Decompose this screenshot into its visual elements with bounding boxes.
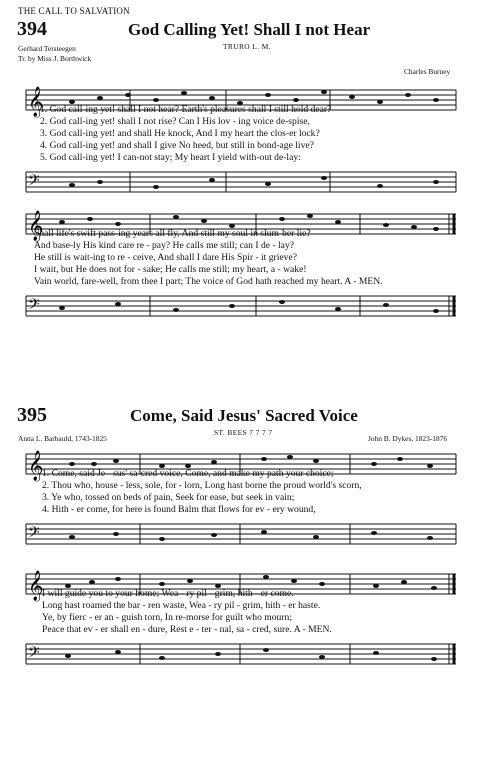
composer-credit: John B. Dykes, 1823-1876 (368, 434, 448, 443)
verse-line: 3. God call-ing yet! and shall He knock, And I my heart the clos-er lock? (40, 128, 320, 139)
verse-line: 4. God call-ing yet! and shall I give No heed, but still in bond-age live? (40, 140, 314, 151)
verse-line: 2. God call-ing yet! shall I not rise? Can I His lov - ing voice de-spise, (40, 116, 310, 127)
verse-line: I will guide you to your home; Wea - ry pil - grim, hith - er come. (42, 588, 294, 599)
verse-line: 4. Hith - er come, for here is found Balm that flows for ev - ery wound, (42, 504, 316, 515)
svg-text:𝄢: 𝄢 (28, 296, 40, 317)
tune-name: TRURO L. M. (223, 42, 271, 51)
verse-line: 3. Ye who, tossed on beds of pain, Seek for ease, but seek in vain; (42, 492, 295, 503)
svg-text:𝄞: 𝄞 (28, 211, 44, 241)
verse-line: Long hast roamed the bar - ren waste, Wea - ry pil - grim, hith - er haste. (42, 600, 321, 611)
bass-staff (0, 166, 480, 206)
verse-line: He still is wait-ing to re - ceive, And shall I dare His Spir - it grieve? (34, 252, 297, 263)
verse-line: I wait, but He does not for - sake; He calls me still; my heart, a - wake! (34, 264, 307, 275)
verse-line: And base-ly His kind care re - pay? He calls me still; can I de - lay? (34, 240, 294, 251)
verse-line: Peace that ev - er shall en - dure, Rest e - ter - nal, sa - cred, sure. A - MEN. (42, 624, 332, 635)
bass-staff (0, 518, 480, 558)
verse-line: 5. God call-ing yet! I can-not stay; My heart I yield with-out de-lay: (40, 152, 301, 163)
bass-staff (0, 290, 480, 330)
svg-text:𝄞: 𝄞 (28, 571, 44, 601)
svg-text:𝄢: 𝄢 (28, 644, 40, 665)
author-credit: Anna L. Barbauld, 1743-1825 (18, 434, 107, 443)
composer-credit: Charles Burney (404, 67, 451, 76)
verse-line: 1. God call-ing yet! shall I not hear? Earth's pleasures shall I still hold dear? (40, 104, 332, 115)
hymn-number: 394 (17, 18, 47, 40)
hymn-number: 395 (17, 404, 47, 426)
verse-line: 2. Thou who, house - less, sole, for - lorn, Long hast borne the proud world's scorn, (42, 480, 362, 491)
verse-line: Vain world, fare-well, from thee I part; The voice of God hath reached my heart. A - MEN. (34, 276, 383, 287)
verse-line: 1. Come, said Je - sus' sa-cred voice, Come, and make my path your choice; (42, 468, 334, 479)
svg-text:𝄞: 𝄞 (28, 451, 44, 481)
translator-credit: Tr. by Miss J. Borthwick (18, 54, 92, 63)
svg-text:𝄞: 𝄞 (28, 87, 44, 117)
hymn-title: God Calling Yet! Shall I not Hear (128, 20, 371, 39)
svg-text:𝄢: 𝄢 (28, 172, 40, 193)
section-heading: THE CALL TO SALVATION (18, 6, 130, 16)
verse-line: Shall life's swift pass-ing years all fly, And still my soul in slum-ber lie? (34, 228, 311, 239)
tune-name: ST. BEES 7 7 7 7 (214, 428, 273, 437)
svg-text:𝄢: 𝄢 (28, 524, 40, 545)
author-credit: Gerhard Tersteegen (18, 44, 76, 53)
bass-staff (0, 638, 480, 678)
hymn-title: Come, Said Jesus' Sacred Voice (130, 406, 358, 425)
verse-line: Ye, by fierc - er an - guish torn, In re-morse for guilt who mourn; (42, 612, 293, 623)
